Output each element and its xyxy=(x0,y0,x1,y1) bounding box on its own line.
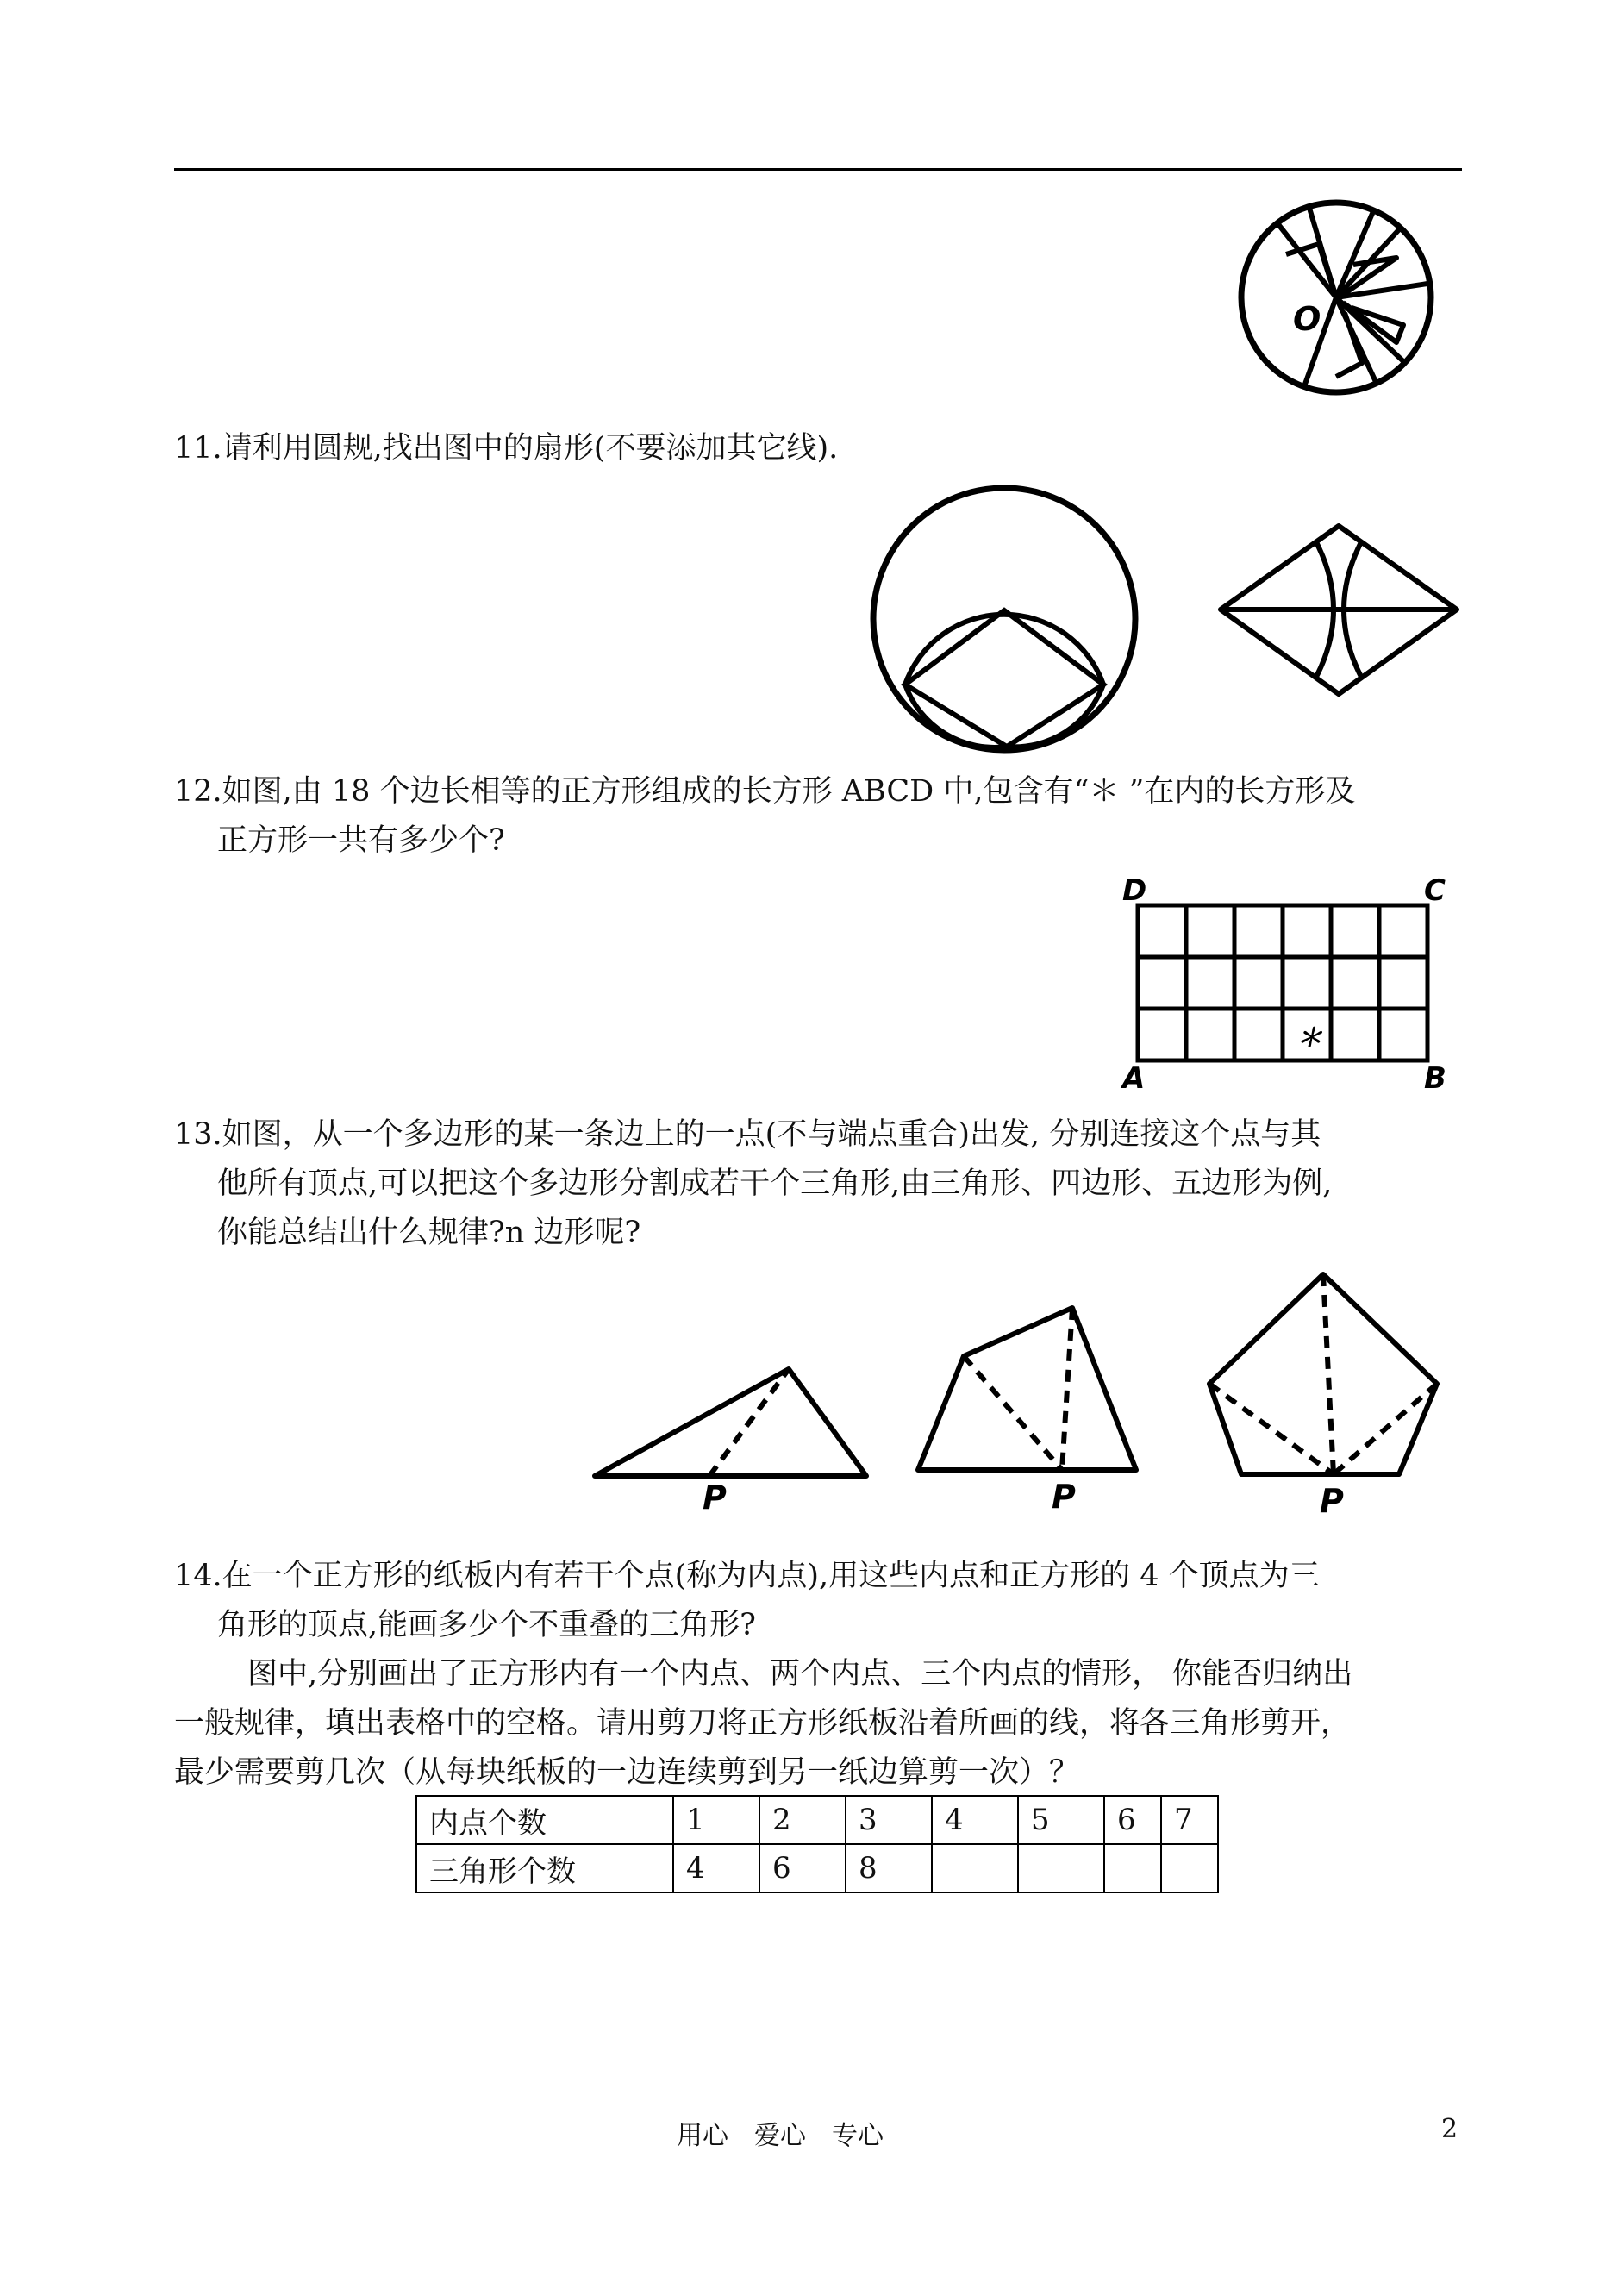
vertex-c-label: C xyxy=(1424,873,1446,908)
page-number: 2 xyxy=(1441,2114,1458,2144)
table-cell-blank xyxy=(1018,1844,1104,1892)
table-cell: 6 xyxy=(1104,1796,1161,1844)
quadrilateral-p-label: P xyxy=(1052,1478,1076,1516)
table-cell: 5 xyxy=(1018,1796,1104,1844)
table-cell: 6 xyxy=(759,1844,846,1892)
circle-sectors-figure xyxy=(1233,194,1440,401)
question-14-line5: 最少需要剪几次（从每块纸板的一边连续剪到另一纸边算剪一次）？ xyxy=(174,1755,1080,1790)
table-cell: 2 xyxy=(759,1796,846,1844)
points-triangles-table xyxy=(415,1795,1219,1893)
table-row xyxy=(416,1796,1218,1844)
question-12-line1: 12.如图,由 18 个边长相等的正方形组成的长方形 ABCD 中,包含有“＊ ”在内的长方形及 xyxy=(174,774,1356,809)
circle-with-arcs-figure xyxy=(862,481,1146,757)
question-11: 11.请利用圆规,找出图中的扇形(不要添加其它线). xyxy=(174,431,839,466)
triangle-split-figure xyxy=(590,1354,875,1517)
footer-motto: 用心 爱心 专心 xyxy=(677,2121,884,2151)
table-cell-blank xyxy=(932,1844,1018,1892)
table-cell: 3 xyxy=(846,1796,932,1844)
table-header-triangles: 三角形个数 xyxy=(416,1844,673,1892)
question-14-line4: 一般规律，填出表格中的空格。请用剪刀将正方形纸板沿着所画的线，将各三角形剪开， xyxy=(174,1706,1352,1741)
question-13-line2: 他所有顶点,可以把这个多边形分割成若干个三角形,由三角形、四边形、五边形为例, xyxy=(217,1166,1333,1201)
table-cell: 4 xyxy=(932,1796,1018,1844)
question-14-line1: 14.在一个正方形的纸板内有若干个点(称为内点),用这些内点和正方形的 4 个顶点为三 xyxy=(174,1559,1320,1593)
header-rule xyxy=(174,168,1462,171)
table-cell-blank xyxy=(1104,1844,1161,1892)
question-13-line3: 你能总结出什么规律?n 边形呢? xyxy=(217,1216,641,1250)
question-14-line3: 图中,分别画出了正方形内有一个内点、两个内点、三个内点的情形， 你能否归纳出 xyxy=(247,1657,1353,1692)
pentagon-p-label: P xyxy=(1320,1482,1344,1520)
star-mark: ＊ xyxy=(1296,1023,1322,1054)
rectangle-abcd-grid xyxy=(1112,871,1457,1095)
pentagon-split-figure xyxy=(1202,1267,1452,1526)
table-cell: 4 xyxy=(673,1844,759,1892)
center-o-label: O xyxy=(1293,300,1321,338)
table-header-inner-points: 内点个数 xyxy=(416,1796,673,1844)
question-13-line1: 13.如图，从一个多边形的某一条边上的一点(不与端点重合)出发, 分别连接这个点与其 xyxy=(174,1117,1321,1152)
question-12-line2: 正方形一共有多少个? xyxy=(217,823,505,858)
vertex-b-label: B xyxy=(1424,1061,1446,1095)
table-row xyxy=(416,1844,1218,1892)
table-cell-blank xyxy=(1161,1844,1218,1892)
table-cell: 7 xyxy=(1161,1796,1218,1844)
vertex-a-label: A xyxy=(1122,1061,1146,1095)
quadrilateral-split-figure xyxy=(914,1298,1146,1522)
table-cell: 1 xyxy=(673,1796,759,1844)
table-cell: 8 xyxy=(846,1844,932,1892)
vertex-d-label: D xyxy=(1122,873,1147,908)
question-14-line2: 角形的顶点,能画多少个不重叠的三角形? xyxy=(217,1608,756,1642)
triangle-p-label: P xyxy=(703,1479,727,1516)
rhombus-with-arcs-figure xyxy=(1214,522,1464,703)
